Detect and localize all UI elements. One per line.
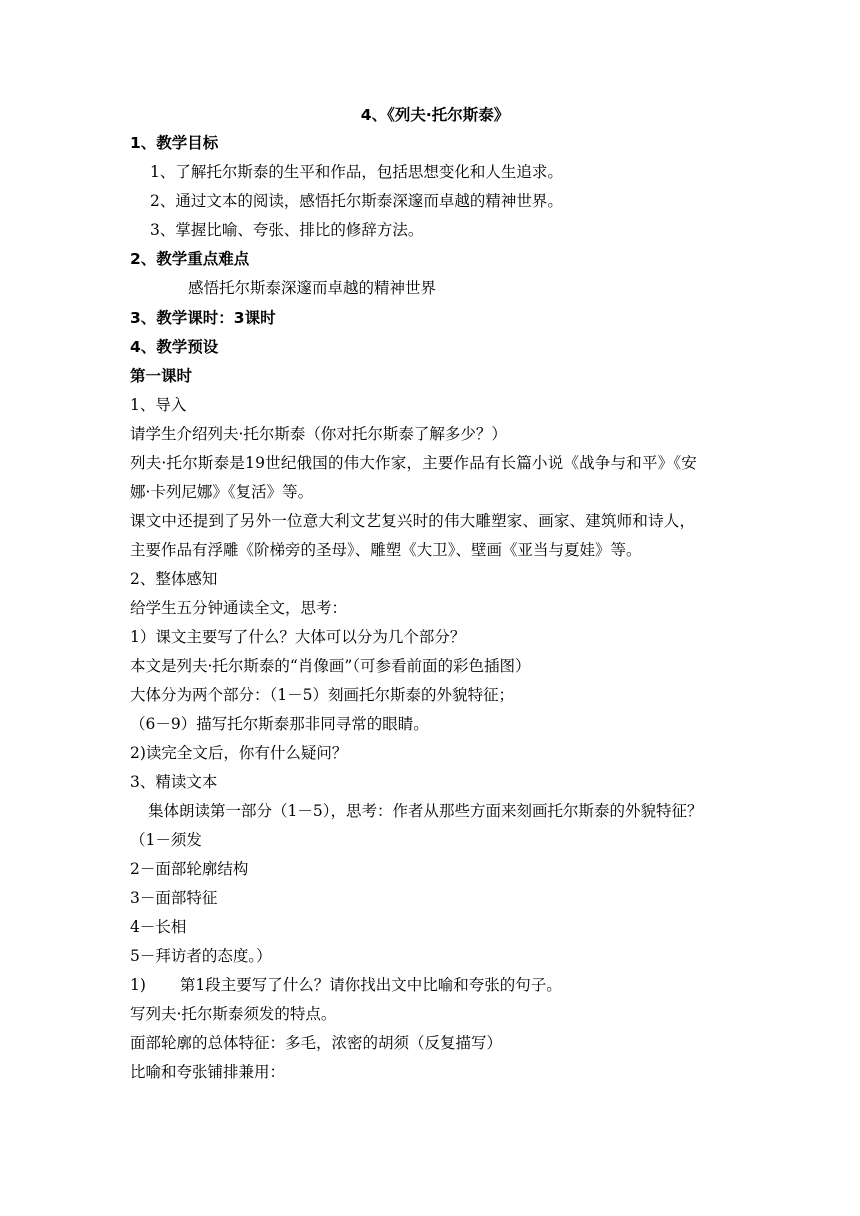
paragraph: 4－长相 xyxy=(130,918,187,936)
paragraph: 请学生介绍列夫·托尔斯泰（你对托尔斯泰了解多少？） xyxy=(130,425,507,443)
paragraph: 感悟托尔斯泰深邃而卓越的精神世界 xyxy=(188,279,437,297)
paragraph: 娜·卡列尼娜》《复活》等。 xyxy=(130,483,314,501)
paragraph: （6－9）描写托尔斯泰那非同寻常的眼睛。 xyxy=(130,715,429,733)
paragraph: 大体分为两个部分：（1－5）刻画托尔斯泰的外貌特征； xyxy=(130,686,514,704)
paragraph: 3、精读文本 xyxy=(130,773,218,791)
paragraph: 给学生五分钟通读全文，思考： xyxy=(130,599,348,617)
section-heading: 4、教学预设 xyxy=(130,338,219,356)
paragraph: 集体朗读第一部分（1－5），思考：作者从那些方面来刻画托尔斯泰的外貌特征？ xyxy=(148,802,703,820)
section-heading: 2、教学重点难点 xyxy=(130,250,250,268)
paragraph: 主要作品有浮雕《阶梯旁的圣母》、雕塑《大卫》、壁画《亚当与夏娃》等。 xyxy=(130,541,642,559)
paragraph: 2－面部轮廓结构 xyxy=(130,860,249,878)
paragraph: 课文中还提到了另外一位意大利文艺复兴时的伟大雕塑家、画家、建筑师和诗人， xyxy=(130,512,696,530)
section-heading: 1、教学目标 xyxy=(130,134,219,152)
paragraph: 1、了解托尔斯泰的生平和作品，包括思想变化和人生追求。 xyxy=(150,163,563,181)
paragraph: 写列夫·托尔斯泰须发的特点。 xyxy=(130,1005,337,1023)
item-text: 第1段主要写了什么？请你找出文中比喻和夸张的句子。 xyxy=(179,976,562,994)
paragraph: 2)读完全文后，你有什么疑问？ xyxy=(130,744,348,762)
paragraph: 2、整体感知 xyxy=(130,570,218,588)
numbered-item xyxy=(130,975,750,995)
paragraph: （1－须发 xyxy=(130,831,202,849)
paragraph: 3、掌握比喻、夸张、排比的修辞方法。 xyxy=(150,221,424,239)
section-heading: 3、教学课时：3课时 xyxy=(130,309,276,327)
paragraph: 面部轮廓的总体特征：多毛，浓密的胡须（反复描写） xyxy=(130,1034,503,1052)
paragraph: 5－拜访者的态度。） xyxy=(130,947,272,965)
document-title: 4、《列夫·托尔斯泰》 xyxy=(360,106,510,124)
paragraph: 本文是列夫·托尔斯泰的“肖像画”（可参看前面的彩色插图） xyxy=(130,657,531,675)
paragraph: 3－面部特征 xyxy=(130,889,218,907)
paragraph: 1、导入 xyxy=(130,396,187,414)
paragraph: 1）课文主要写了什么？大体可以分为几个部分？ xyxy=(130,628,466,646)
paragraph: 比喻和夸张铺排兼用： xyxy=(130,1063,286,1081)
paragraph: 列夫·托尔斯泰是19世纪俄国的伟大作家，主要作品有长篇小说《战争与和平》《安 xyxy=(130,454,698,472)
paragraph: 2、通过文本的阅读，感悟托尔斯泰深邃而卓越的精神世界。 xyxy=(150,192,563,210)
item-number: 1) xyxy=(130,976,146,994)
section-heading: 第一课时 xyxy=(130,367,193,385)
